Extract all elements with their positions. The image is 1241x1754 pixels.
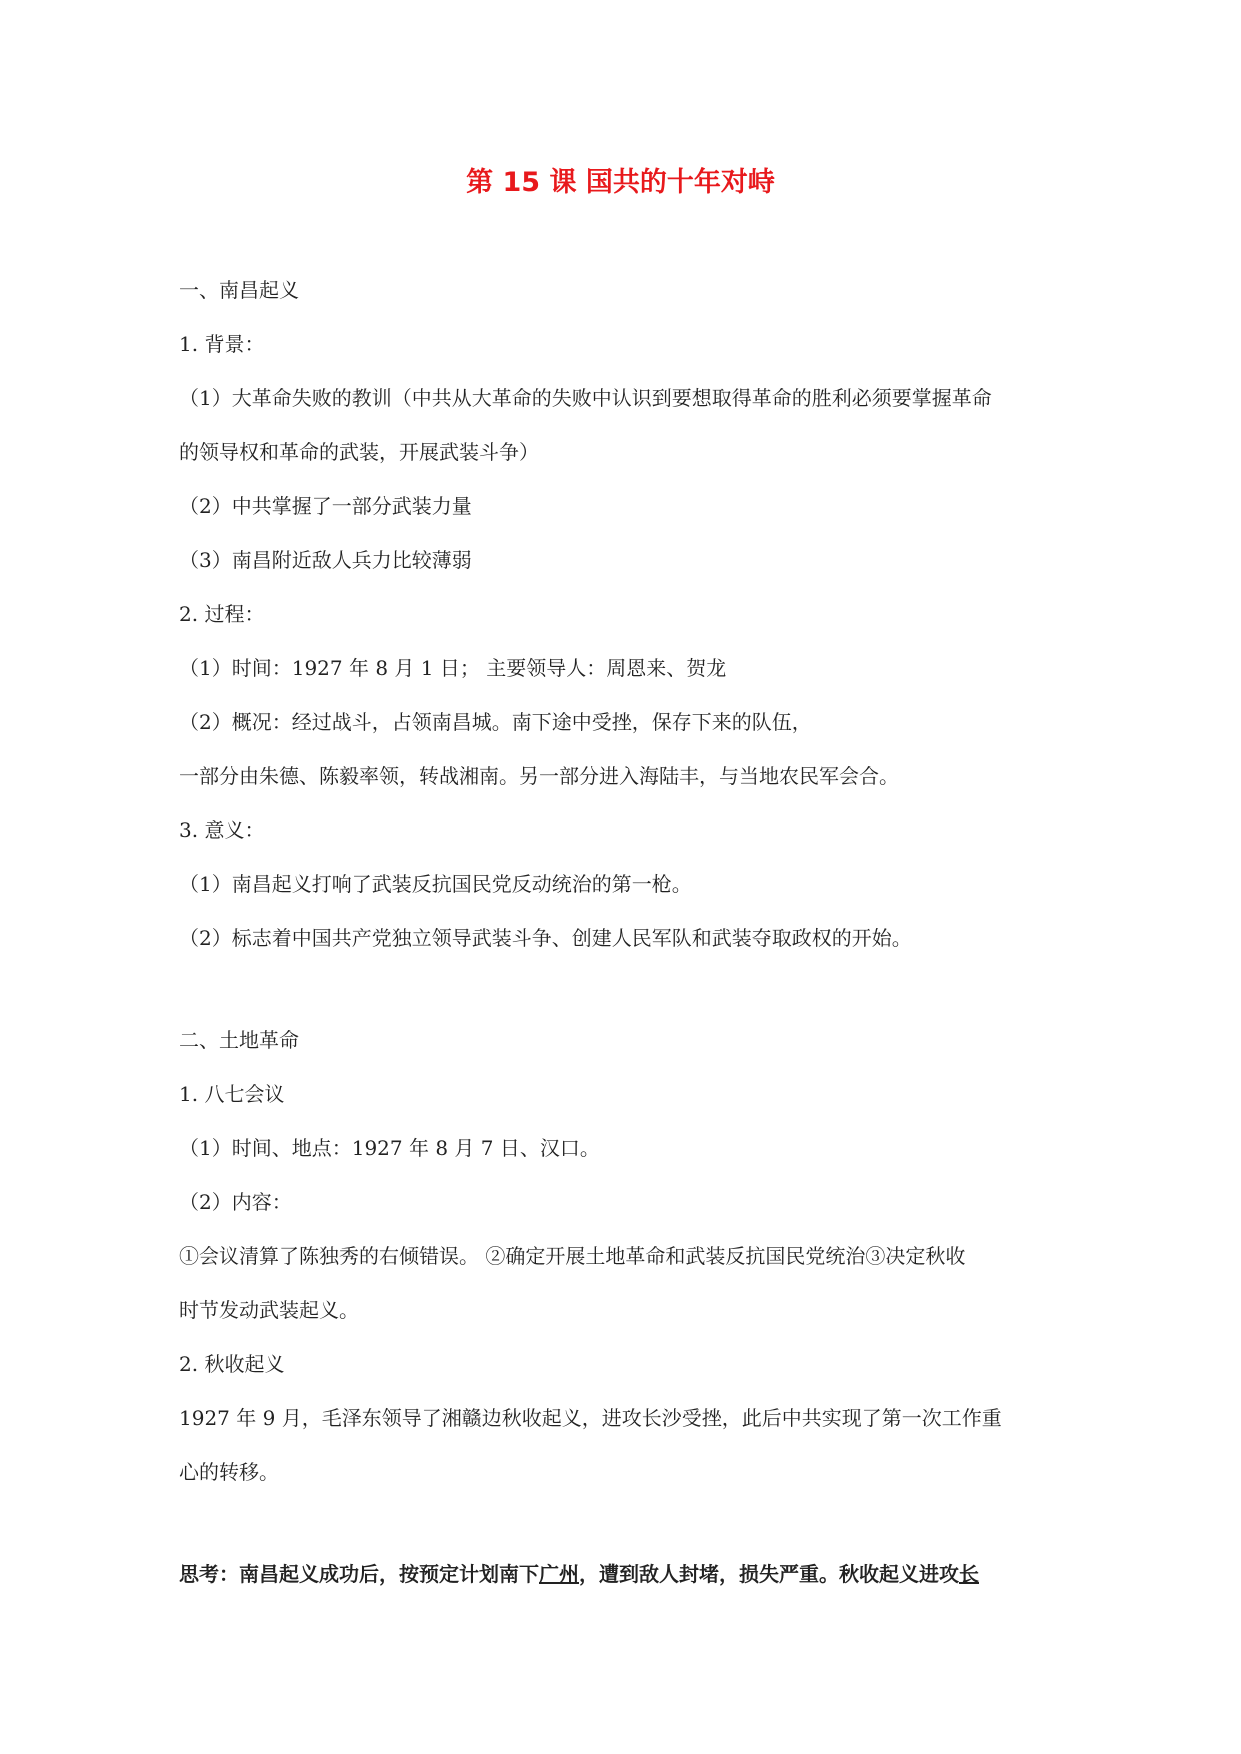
background-item-1-continued: 的领导权和革命的武装，开展武装斗争） <box>179 440 539 464</box>
significance-item-2: （2）标志着中国共产党独立领导武装斗争、创建人民军队和武装夺取政权的开始。 <box>179 926 912 950</box>
autumn-uprising-text-continued: 心的转移。 <box>179 1460 279 1484</box>
section-heading-nanchang-uprising: 一、南昌起义 <box>179 278 299 302</box>
thinking-question <box>179 1559 1079 1589</box>
thinking-prefix: 思考：南昌起义成功后，按预定计划南下 <box>179 1562 539 1586</box>
subheading-background: 1. 背景： <box>179 332 265 356</box>
background-item-2: （2）中共掌握了一部分武装力量 <box>179 494 472 518</box>
process-item-1: （1）时间：1927 年 8 月 1 日； 主要领导人：周恩来、贺龙 <box>179 656 727 680</box>
background-item-1: （1）大革命失败的教训（中共从大革命的失败中认识到要想取得革命的胜利必须要掌握革命 <box>179 386 992 410</box>
subheading-autumn-harvest-uprising: 2. 秋收起义 <box>179 1352 285 1376</box>
thinking-middle: ，遭到敌人封堵，损失严重。秋收起义进攻 <box>579 1562 959 1586</box>
meeting-item-1: （1）时间、地点：1927 年 8 月 7 日、汉口。 <box>179 1136 600 1160</box>
subheading-process: 2. 过程： <box>179 602 265 626</box>
lesson-title: 第 15 课 国共的十年对峙 <box>466 167 775 198</box>
meeting-content-continued: 时节发动武装起义。 <box>179 1298 359 1322</box>
underlined-chang: 长 <box>959 1562 979 1586</box>
underlined-guangzhou: 广州 <box>539 1562 579 1586</box>
subheading-significance: 3. 意义： <box>179 818 265 842</box>
subheading-august-7-meeting: 1. 八七会议 <box>179 1082 285 1106</box>
background-item-3: （3）南昌附近敌人兵力比较薄弱 <box>179 548 472 572</box>
section-heading-land-revolution: 二、土地革命 <box>179 1028 299 1052</box>
process-item-2: （2）概况：经过战斗，占领南昌城。南下途中受挫，保存下来的队伍， <box>179 710 812 734</box>
meeting-item-2: （2）内容： <box>179 1190 292 1214</box>
meeting-content: ①会议清算了陈独秀的右倾错误。 ②确定开展土地革命和武装反抗国民党统治③决定秋收 <box>179 1244 966 1268</box>
autumn-uprising-text: 1927 年 9 月，毛泽东领导了湘赣边秋收起义，进攻长沙受挫，此后中共实现了第一次工作重 <box>179 1406 1002 1430</box>
process-item-2-continued: 一部分由朱德、陈毅率领，转战湘南。另一部分进入海陆丰，与当地农民军会合。 <box>179 764 899 788</box>
significance-item-1: （1）南昌起义打响了武装反抗国民党反动统治的第一枪。 <box>179 872 692 896</box>
